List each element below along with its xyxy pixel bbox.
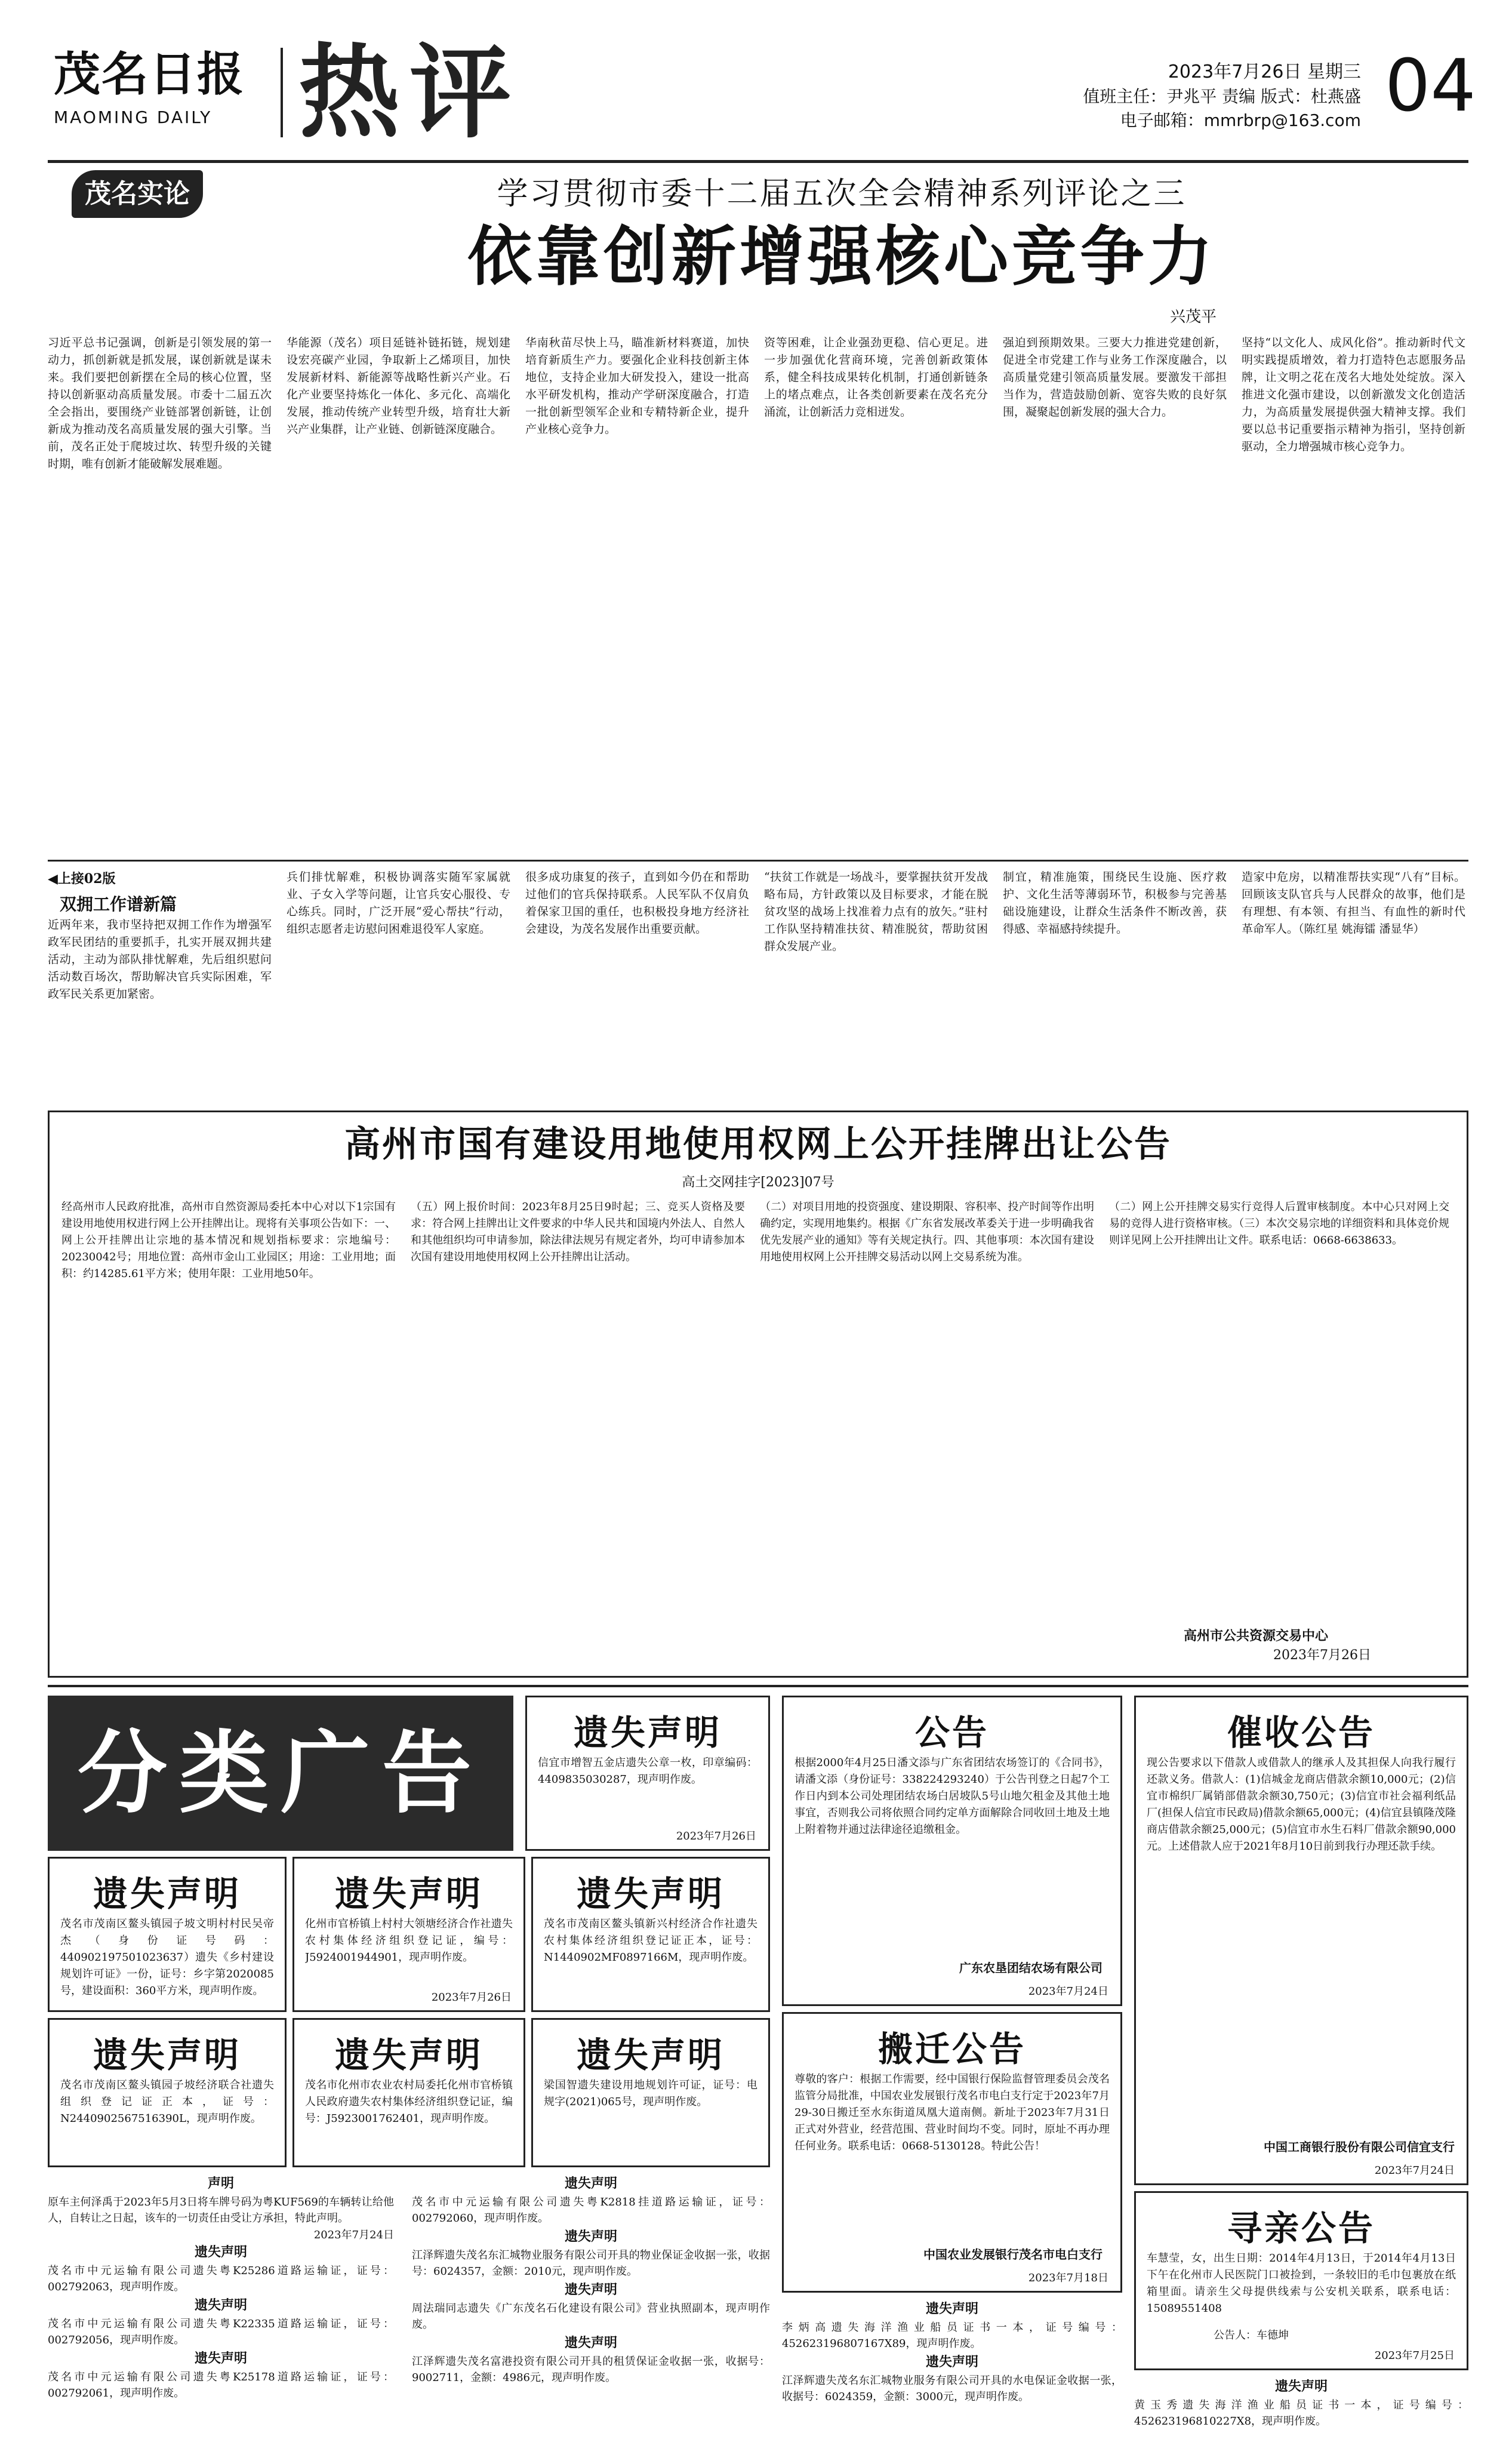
continued-column: 很多成功康复的孩子，直到如今仍在和帮助过他们的官兵保持联系。人民军队不仅肩负着保家卫国的重任，也积极投身地方经济社会建设，为茂名发展作出重要贡献。 [525, 870, 749, 936]
classified-banner [48, 1696, 513, 1851]
small-notice-body: 茂名市中元运输有限公司遗失粤K25178道路运输证，证号：002792061，现声明作废。 [48, 2371, 394, 2400]
small-notice [782, 2352, 1122, 2405]
lost-notice [292, 2018, 525, 2167]
lost-notice-body: 茂名市茂南区鳌头镇园子坡文明村村民吴帝杰（身份证号码：440902197501023637）遗失《乡村建设规划许可证》一份，证号：乡字第2020085号，建设面积：360平方米，现声明作废。 [60, 1918, 274, 1997]
announcement-date: 2023年7月26日 [1273, 1648, 1371, 1663]
family-search-title: 寻亲公告 [1227, 2208, 1375, 2248]
small-notice-date: 2023年7月24日 [313, 2229, 394, 2241]
small-notice-title: 遗失声明 [564, 2176, 617, 2191]
lost-notice-title: 遗失声明 [576, 1874, 725, 1914]
family-search-person: 公告人：车德坤 [1214, 2329, 1289, 2342]
masthead-info [1003, 60, 1361, 133]
announcement-title: 高州市国有建设用地使用权网上公开挂牌出让公告 [344, 1124, 1172, 1165]
editorial-column: 华南秋苗尽快上马，瞄准新材料赛道，加快培育新质生产力。要强化企业科技创新主体地位，支持企业加大研发投入，建设一批高水平研发机构，推动产学研深度融合，打造一批创新型领军企业和专精特新企业，提升产业核心竞争力。 [525, 336, 749, 436]
lost-notice [48, 1857, 287, 2012]
editorial-title: 依靠创新增强核心竞争力 [467, 219, 1216, 294]
editorial-body [48, 334, 1468, 854]
lost-notice-title: 遗失声明 [93, 2035, 241, 2075]
continued-story [48, 869, 1468, 1105]
editorial-series: 学习贯彻市委十二届五次全会精神系列评论之三 [497, 176, 1187, 212]
lost-notice-title: 遗失声明 [334, 2035, 483, 2075]
public-notice-issuer: 广东农垦团结农场有限公司 [959, 1961, 1103, 1975]
small-notice-body: 原车主何泽禹于2023年5月3日将车牌号码为粤KUF569的车辆转让给他人，自转让之日起，该车的一切责任由受让方承担，特此声明。 [48, 2196, 394, 2225]
small-notice-title: 遗失声明 [925, 2301, 978, 2317]
relocation-notice-date: 2023年7月18日 [1028, 2272, 1108, 2284]
lost-notice-title: 遗失声明 [576, 2035, 725, 2075]
collection-notice-issuer: 中国工商银行股份有限公司信宜支行 [1264, 2140, 1455, 2154]
small-notice [412, 2280, 770, 2333]
lost-notice [531, 2018, 770, 2167]
lost-notice-title: 遗失声明 [573, 1712, 722, 1753]
small-notice-title: 遗失声明 [564, 2229, 617, 2244]
editorial-column: 华能源（茂名）项目延链补链拓链，规划建设宏亮碳产业园，争取新上乙烯项目，加快发展新材料、新能源等战略性新兴产业。石化产业要坚持炼化一体化、多元化、高端化发展，推动传统产业转型升级，培育壮大新兴产业集群，让产业链、创新链深度融合。 [287, 336, 510, 436]
lost-notice [292, 1857, 525, 2012]
small-notice [412, 2226, 770, 2280]
classified-banner-title: 分类广告 [77, 1721, 484, 1826]
page-number: 04 [1385, 45, 1476, 128]
lost-notice [531, 1857, 770, 2012]
editorial-rule [48, 860, 1468, 862]
paper-logo [54, 42, 263, 131]
small-notice [48, 2173, 394, 2242]
small-notice-title: 遗失声明 [564, 2282, 617, 2297]
small-notice-body: 茂名市中元运输有限公司遗失粤K2818挂道路运输证，证号：002792060，现声明作废。 [412, 2196, 770, 2225]
lost-notice [525, 1696, 770, 1851]
lost-notice-title: 遗失声明 [334, 1874, 483, 1914]
small-notice-body: 江泽辉遗失茂名富港投资有限公司开具的租赁保证金收据一张，收据号：9002711，金额：4986元，现声明作废。 [412, 2355, 770, 2384]
small-notice-body: 江泽辉遗失茂名东汇城物业服务有限公司开具的水电保证金收据一张，收据号：6024359，金额：3000元，现声明作废。 [782, 2374, 1122, 2403]
small-notice-title: 遗失声明 [1274, 2379, 1328, 2394]
relocation-notice [782, 2012, 1122, 2293]
editors: 值班主任：尹兆平 责编 版式：杜燕盛 [1083, 87, 1361, 106]
collection-notice-date: 2023年7月24日 [1374, 2164, 1455, 2177]
column-badge [72, 170, 203, 218]
paper-pinyin: MAOMING DAILY [54, 107, 213, 127]
small-notice [412, 2333, 770, 2386]
column-badge-label: 茂名实论 [85, 179, 190, 209]
lost-notice-body: 信宜市增智五金店遗失公章一枚，印章编码：4409835030287，现声明作废。 [538, 1757, 757, 1786]
announcement-rule [48, 1685, 1468, 1687]
small-notice-body: 茂名市中元运输有限公司遗失粤K22335道路运输证，证号：002792056，现声明作废。 [48, 2318, 394, 2346]
announcement-issuer: 高州市公共资源交易中心 [1184, 1628, 1329, 1644]
small-notice-title: 遗失声明 [194, 2297, 247, 2313]
continued-column: 制宜，精准施策，围绕民生设施、医疗救护、文化生活等薄弱环节，积极参与完善基础设施建设，让群众生活条件不断改善，获得感、幸福感持续提升。 [1003, 870, 1227, 936]
lost-notice-body: 化州市官桥镇上村村大领塘经济合作社遗失农村集体经济组织登记证，编号：J5924001944901，现声明作废。 [305, 1918, 513, 1964]
small-notice-title: 遗失声明 [925, 2354, 978, 2370]
relocation-notice-body: 尊敬的客户：根据工作需要，经中国银行保险监督管理委员会茂名监管分局批准，中国农业发展银行茂名市电白支行定于2023年7月29-30日搬迁至水东街道凤凰大道南侧。新址于2023年7月31日正式对外营业，经营范围、营业时间均不变。同时，原址不再办理任何业务。联系电话：0668-5130128。特此公告！ [794, 2073, 1110, 2152]
lost-notice-date: 2023年7月26日 [431, 1991, 512, 2004]
masthead-rule [48, 160, 1468, 163]
relocation-notice-issuer: 中国农业发展银行茂名市电白支行 [923, 2247, 1103, 2262]
lost-notice-body: 茂名市茂南区鳌头镇园子坡经济联合社遗失组织登记证正本，证号：N2440902567516390L，现声明作废。 [60, 2079, 274, 2125]
small-notice [412, 2173, 770, 2226]
announcement-column: （二）对项目用地的投资强度、建设期限、容积率、投产时间等作出明确约定，实现用地集约。根据《广东省发展改革委关于进一步明确我省优先发展产业的通知》等有关规定执行。四、其他事项：本次国有建设用地使用权网上公开挂牌交易活动以网上交易系统为准。 [760, 1201, 1094, 1263]
public-notice-body: 根据2000年4月25日潘文添与广东省团结农场签订的《合同书》，请潘文添（身份证号：338224293240）于公告刊登之日起7个工作日内到本公司处理团结农场白居坡队5号山地欠租金及其他土地事宜，否则我公司将依照合同约定单方面解除合同收回土地及土地上附着物并通过法律途径追缴租金。 [794, 1757, 1110, 1836]
issue-date: 2023年7月26日 星期三 [1168, 61, 1361, 82]
small-notice-title: 遗失声明 [194, 2244, 247, 2260]
land-auction-announcement [48, 1111, 1468, 1678]
continued-column: 近两年来，我市坚持把双拥工作作为增强军政军民团结的重要抓手，扎实开展双拥共建活动，主动为部队排忧解难，先后组织慰问活动数百场次，帮助解决官兵实际困难，军政军民关系更加紧密。 [48, 918, 272, 1001]
small-notice [48, 2295, 394, 2348]
public-notice-date: 2023年7月24日 [1028, 1985, 1108, 1998]
small-notice [782, 2299, 1122, 2352]
small-notices-right [782, 2299, 1122, 2448]
family-search-notice [1134, 2191, 1468, 2370]
continued-column: 兵们排忧解难，积极协调落实随军家属就业、子女入学等问题，让官兵安心服役、专心练兵。同时，广泛开展“爱心帮扶”行动，组织志愿者走访慰问困难退役军人家庭。 [287, 870, 510, 936]
jump-label: ◀上接02版 [48, 871, 116, 887]
lost-notice [48, 2018, 287, 2167]
small-notice-title: 遗失声明 [194, 2351, 247, 2366]
logo-divider [281, 48, 283, 137]
collection-notice [1134, 1696, 1468, 2185]
email: 电子邮箱：mmrbrp@163.com [1120, 110, 1361, 130]
family-search-date: 2023年7月25日 [1374, 2349, 1455, 2362]
continued-headline: 双拥工作谱新篇 [60, 894, 177, 914]
small-notice [48, 2242, 394, 2295]
collection-notice-title: 催收公告 [1227, 1712, 1375, 1753]
small-notice-body: 周法瑞同志遗失《广东茂名石化建设有限公司》营业执照副本，现声明作废。 [412, 2302, 770, 2331]
announcement-column: 经高州市人民政府批准，高州市自然资源局委托本中心对以下1宗国有建设用地使用权进行网上公开挂牌出让。现将有关事项公告如下：一、网上公开挂牌出让宗地的基本情况和规划指标要求：宗地编号：20230042号；用地位置：高州市金山工业园区；用途：工业用地；面积：约14285.61平方米；使用年限：工业用地50年。 [61, 1201, 396, 1280]
editorial-column: 资等困难，让企业强劲更稳、信心更足。进一步加强优化营商环境，完善创新政策体系，健全科技成果转化机制，打通创新链条上的堵点难点，让各类创新要素在茂名充分涌流，让创新活力竞相迸发。 [764, 336, 988, 419]
collection-notice-body: 现公告要求以下借款人或借款人的继承人及其担保人向我行履行还款义务。借款人：(1)信城金龙商店借款余额10,000元；(2)信宜市棉织厂属销部借款余额30,750元；(3)信宜市社会福利纸品厂(担保人信宜市民政局)借款余额65,000元；(4)信宜县镇隆茂隆商店借款余额25,000元；(5)信宜市水生石料厂借款余额90,000元。上述借款人应于2021年8月10日前到我行办理还款手续。 [1147, 1757, 1456, 1853]
relocation-notice-title: 搬迁公告 [877, 2029, 1026, 2069]
lost-notice-title: 遗失声明 [93, 1874, 241, 1914]
family-search-body: 车慧莹，女，出生日期：2014年4月13日，于2014年4月13日下午在化州市人民医院门口被捡到，一条较旧的毛巾包裹放在纸箱里面。请亲生父母提供线索与公安机关联系，联系电话：15089551408 [1147, 2252, 1456, 2315]
section-title: 热评 [298, 33, 521, 152]
public-notice [782, 1696, 1122, 2006]
small-notice-body: 黄玉秀遗失海洋渔业船员证书一本，证号编号：452623196810227X8，现声明作废。 [1134, 2399, 1468, 2428]
small-notice-title: 遗失声明 [564, 2335, 617, 2351]
small-notice [48, 2348, 394, 2401]
small-notice-body: 江泽辉遗失茂名东汇城物业服务有限公司开具的物业保证金收据一张，收据号：6024357，金额：2010元，现声明作废。 [412, 2249, 770, 2278]
small-notices-left [48, 2173, 394, 2448]
small-notices-far-right [1134, 2376, 1468, 2448]
lost-notice-body: 梁国智遗失建设用地规划许可证，证号：电规字(2021)065号，现声明作废。 [544, 2079, 757, 2108]
editorial-column: 强迫到预期效果。三要大力推进党建创新，促进全市党建工作与业务工作深度融合，以高质量党建引领高质量发展。要激发干部担当作为，营造鼓励创新、宽容失败的良好氛围，凝聚起创新发展的强大合力。 [1003, 336, 1227, 419]
paper-name: 茂名日报 [54, 47, 245, 101]
continued-column: “扶贫工作就是一场战斗，要掌握扶贫开发战略布局，方针政策以及目标要求，才能在脱贫攻坚的战场上找准着力点有的放矢。”驻村工作队坚持精准扶贫、精准脱贫，帮助贫困群众发展产业。 [764, 870, 988, 953]
small-notice-body: 李炳高遗失海洋渔业船员证书一本，证号编号：452623196807167X89，现声明作废。 [782, 2321, 1122, 2350]
lost-notice-date: 2023年7月26日 [676, 1830, 756, 1842]
editorial-column: 习近平总书记强调，创新是引领发展的第一动力，抓创新就是抓发展，谋创新就是谋未来。我们要把创新摆在全局的核心位置，坚持以创新驱动高质量发展。市委十二届五次全会指出，要围绕产业链部署创新链，让创新成为推动茂名高质量发展的强大引擎。当前，茂名正处于爬坡过坎、转型升级的关键时期，唯有创新才能破解发展难题。 [48, 336, 272, 470]
announcement-column: （五）网上报价时间：2023年8月25日9时起；三、竞买人资格及要求：符合网上挂牌出让文件要求的中华人民共和国境内外法人、自然人和其他组织均可申请参加，除法律法规另有规定者外，均可申请参加本次国有建设用地使用权网上公开挂牌出让活动。 [411, 1201, 745, 1263]
small-notice-body: 茂名市中元运输有限公司遗失粤K25286道路运输证，证号：002792063，现声明作废。 [48, 2265, 394, 2293]
public-notice-title: 公告 [914, 1712, 989, 1753]
editorial-column: 坚持“以文化人、成风化俗”。推动新时代文明实践提质增效，着力打造特色志愿服务品牌，让文明之花在茂名大地处处绽放。深入推进文化强市建设，以创新激发文化创造活力，为高质量发展提供强大精神支撑。我们要以总书记重要指示精神为指引，坚持创新驱动，全力增强城市核心竞争力。 [1242, 336, 1465, 453]
continued-column: 造家中危房，以精准帮扶实现“八有”目标。回顾该支队官兵与人民群众的故事，他们是有理想、有本领、有担当、有血性的新时代革命军人。（陈红星 姚海镭 潘显华） [1242, 870, 1465, 936]
announcement-column: （二）网上公开挂牌交易实行竞得人后置审核制度。本中心只对网上交易的竞得人进行资格审核。（三）本次交易宗地的详细资料和具体竞价规则详见网上公开挂牌出让文件。联系电话：0668-6638633。 [1109, 1201, 1449, 1247]
announcement-doc-no: 高土交网挂字[2023]07号 [682, 1175, 834, 1190]
small-notice [1134, 2376, 1468, 2429]
masthead [48, 24, 1476, 161]
lost-notice-body: 茂名市茂南区鳌头镇新兴村经济合作社遗失农村集体经济组织登记证正本，证号：N1440902MF0897166M，现声明作废。 [544, 1918, 757, 1964]
small-notice-title: 声明 [207, 2176, 234, 2191]
lost-notice-body: 茂名市化州市农业农村局委托化州市官桥镇人民政府遗失农村集体经济组织登记证，编号：J5923001762401，现声明作废。 [305, 2079, 513, 2125]
small-notices-middle [412, 2173, 770, 2448]
editorial-author: 兴茂平 [1170, 308, 1217, 326]
